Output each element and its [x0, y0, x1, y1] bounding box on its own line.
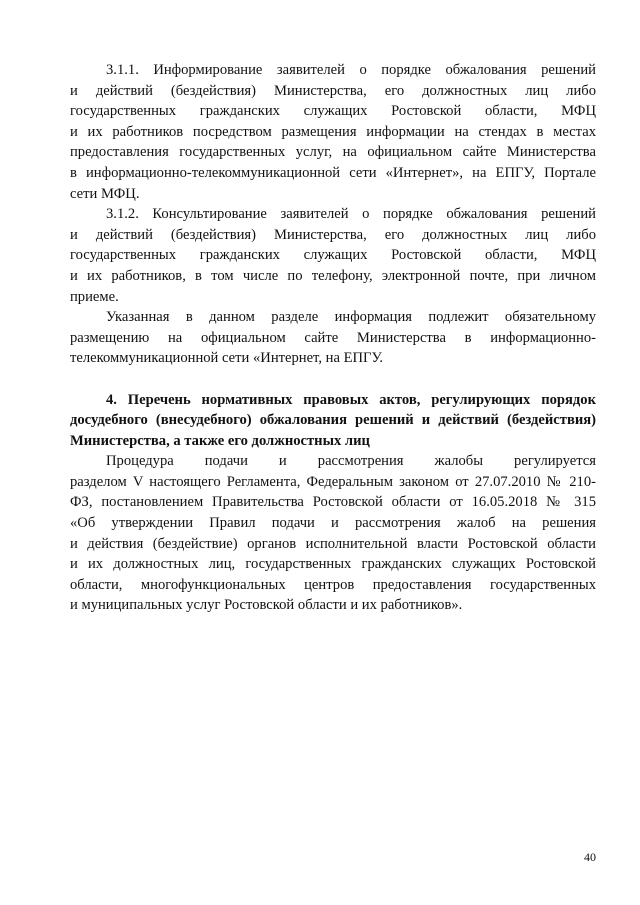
text-line: сети МФЦ.	[70, 185, 140, 202]
text-line: Указанная в данном разделе информация подлежит обязательному	[106, 309, 596, 326]
text-line: Процедура подачи и рассмотрения жалобы регулируется	[106, 453, 596, 470]
text-line: и действий (бездействия) Министерства, его должностных лиц либо	[70, 226, 596, 243]
text-line: и их работников посредством размещения информации на стендах в местах	[70, 123, 596, 140]
heading-line: 4. Перечень нормативных правовых актов, регулирующих порядок	[106, 391, 596, 408]
text-line: 3.1.1. Информирование заявителей о порядке обжалования решений	[106, 62, 596, 78]
heading-line: досудебного (внесудебного) обжалования решений и действий (бездействия)	[70, 412, 596, 429]
text-line: 3.1.2. Консультирование заявителей о порядке обжалования решений	[106, 206, 596, 223]
section-4-body	[70, 451, 596, 616]
text-line: и действия (бездействие) органов исполнительной власти Ростовской области	[70, 535, 596, 552]
text-line: ФЗ, постановлением Правительства Ростовской области от 16.05.2018 № 315	[70, 494, 596, 511]
text-line: и муниципальных услуг Ростовской области и их работников».	[70, 597, 463, 614]
text-line: предоставления государственных услуг, на официальном сайте Министерства	[70, 144, 596, 161]
paragraph-3-1-2	[70, 204, 596, 307]
spacer	[70, 369, 596, 390]
text-line: государственных гражданских служащих Ростовской области, МФЦ	[70, 103, 596, 120]
text-line: «Об утверждении Правил подачи и рассмотрения жалоб на решения	[70, 515, 596, 532]
text-line: и их работников, в том числе по телефону, электронной почте, при личном	[70, 267, 596, 284]
text-line: размещению на официальном сайте Министерства в информационно-	[70, 329, 596, 346]
heading-line: Министерства, а также его должностных лиц	[70, 432, 370, 449]
section-4-heading	[70, 390, 596, 452]
text-line: разделом V настоящего Регламента, Федеральным законом от 27.07.2010 № 210-	[70, 473, 596, 490]
text-line: государственных гражданских служащих Ростовской области, МФЦ	[70, 247, 596, 264]
text-line: и их должностных лиц, государственных гражданских служащих Ростовской	[70, 556, 596, 573]
paragraph-info-placement	[70, 307, 596, 369]
paragraph-3-1-1	[70, 60, 596, 204]
text-line: приеме.	[70, 288, 119, 305]
document-body	[70, 60, 596, 616]
page-number: 40	[584, 850, 596, 864]
text-line: в информационно-телекоммуникационной сети «Интернет», на ЕПГУ, Портале	[70, 164, 596, 181]
text-line: и действий (бездействия) Министерства, его должностных лиц либо	[70, 82, 596, 99]
text-line: области, многофункциональных центров предоставления государственных	[70, 576, 596, 593]
text-line: телекоммуникационной сети «Интернет, на ЕПГУ.	[70, 350, 384, 367]
